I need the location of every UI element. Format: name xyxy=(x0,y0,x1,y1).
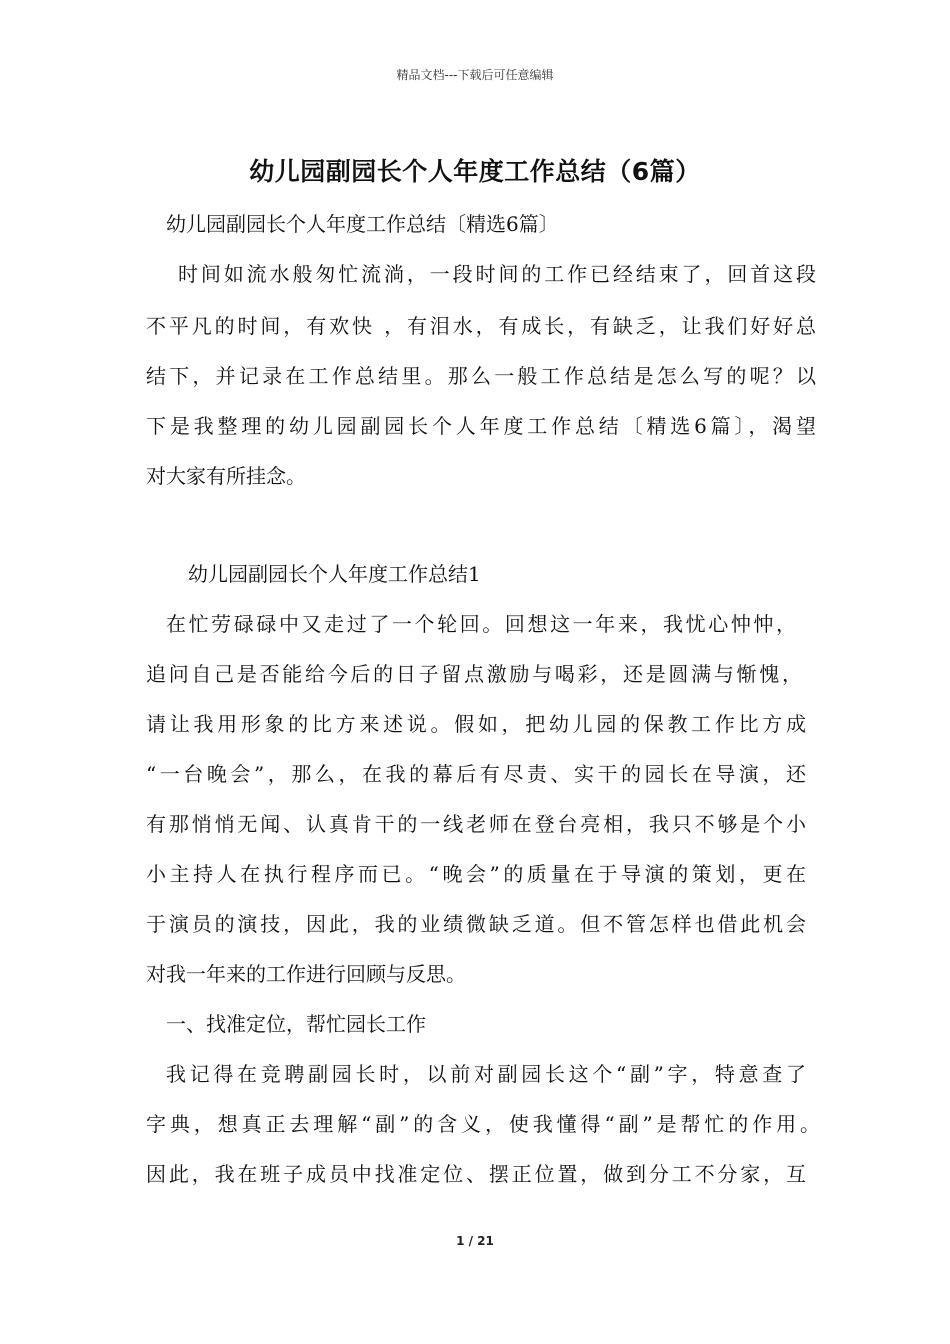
body-line: “一台晚会”，那么，在我的幕后有尽责、实干的园长在导演，还 xyxy=(146,762,806,786)
point-line: 因此，我在班子成员中找准定位、摆正位置，做到分工不分家，互 xyxy=(146,1162,806,1186)
body-line: 有那悄悄无闻、认真肯干的一线老师在登台亮相，我只不够是个小 xyxy=(146,812,806,836)
body-line: 请让我用形象的比方来述说。假如，把幼儿园的保教工作比方成 xyxy=(146,712,806,736)
point-line: 字典，想真正去理解“副”的含义，使我懂得“副”是帮忙的作用。 xyxy=(146,1112,820,1136)
body-line: 追问自己是否能给今后的日子留点激励与喝彩，还是圆满与惭愧， xyxy=(146,662,802,686)
intro-line: 时间如流水般匆忙流淌，一段时间的工作已经结束了，回首这段 xyxy=(178,262,816,286)
body-line: 在忙劳碌碌中又走过了一个轮回。回想这一年来，我忧心忡忡， xyxy=(166,612,796,636)
body-line: 小主持人在执行程序而已。“晚会”的质量在于导演的策划，更在 xyxy=(146,862,806,886)
intro-line: 不平凡的时间，有欢快 ，有泪水，有成长，有缺乏，让我们好好总 xyxy=(146,314,816,338)
section-heading: 幼儿园副园长个人年度工作总结1 xyxy=(188,562,481,586)
body-line: 于演员的演技，因此，我的业绩微缺乏道。但不管怎样也借此机会 xyxy=(146,912,806,936)
intro-line: 结下，并记录在工作总结里。那么一般工作总结是怎么写的呢？以 xyxy=(146,364,816,388)
document-subtitle: 幼儿园副园长个人年度工作总结〔精选6篇〕 xyxy=(166,212,559,236)
intro-line: 对大家有所挂念。 xyxy=(146,464,306,488)
document-title: 幼儿园副园长个人年度工作总结（6篇） xyxy=(249,157,701,186)
header-note: 精品文档---下载后可任意编辑 xyxy=(396,68,554,82)
point-heading: 一、找准定位，帮忙园长工作 xyxy=(166,1012,426,1036)
page-indicator: 1 / 21 xyxy=(456,1234,494,1248)
body-line: 对我一年来的工作进行回顾与反思。 xyxy=(146,962,466,986)
point-line: 我记得在竞聘副园长时，以前对副园长这个“副”字，特意查了 xyxy=(166,1062,806,1086)
intro-line: 下是我整理的幼儿园副园长个人年度工作总结〔精选6篇〕，渴望 xyxy=(146,414,816,438)
